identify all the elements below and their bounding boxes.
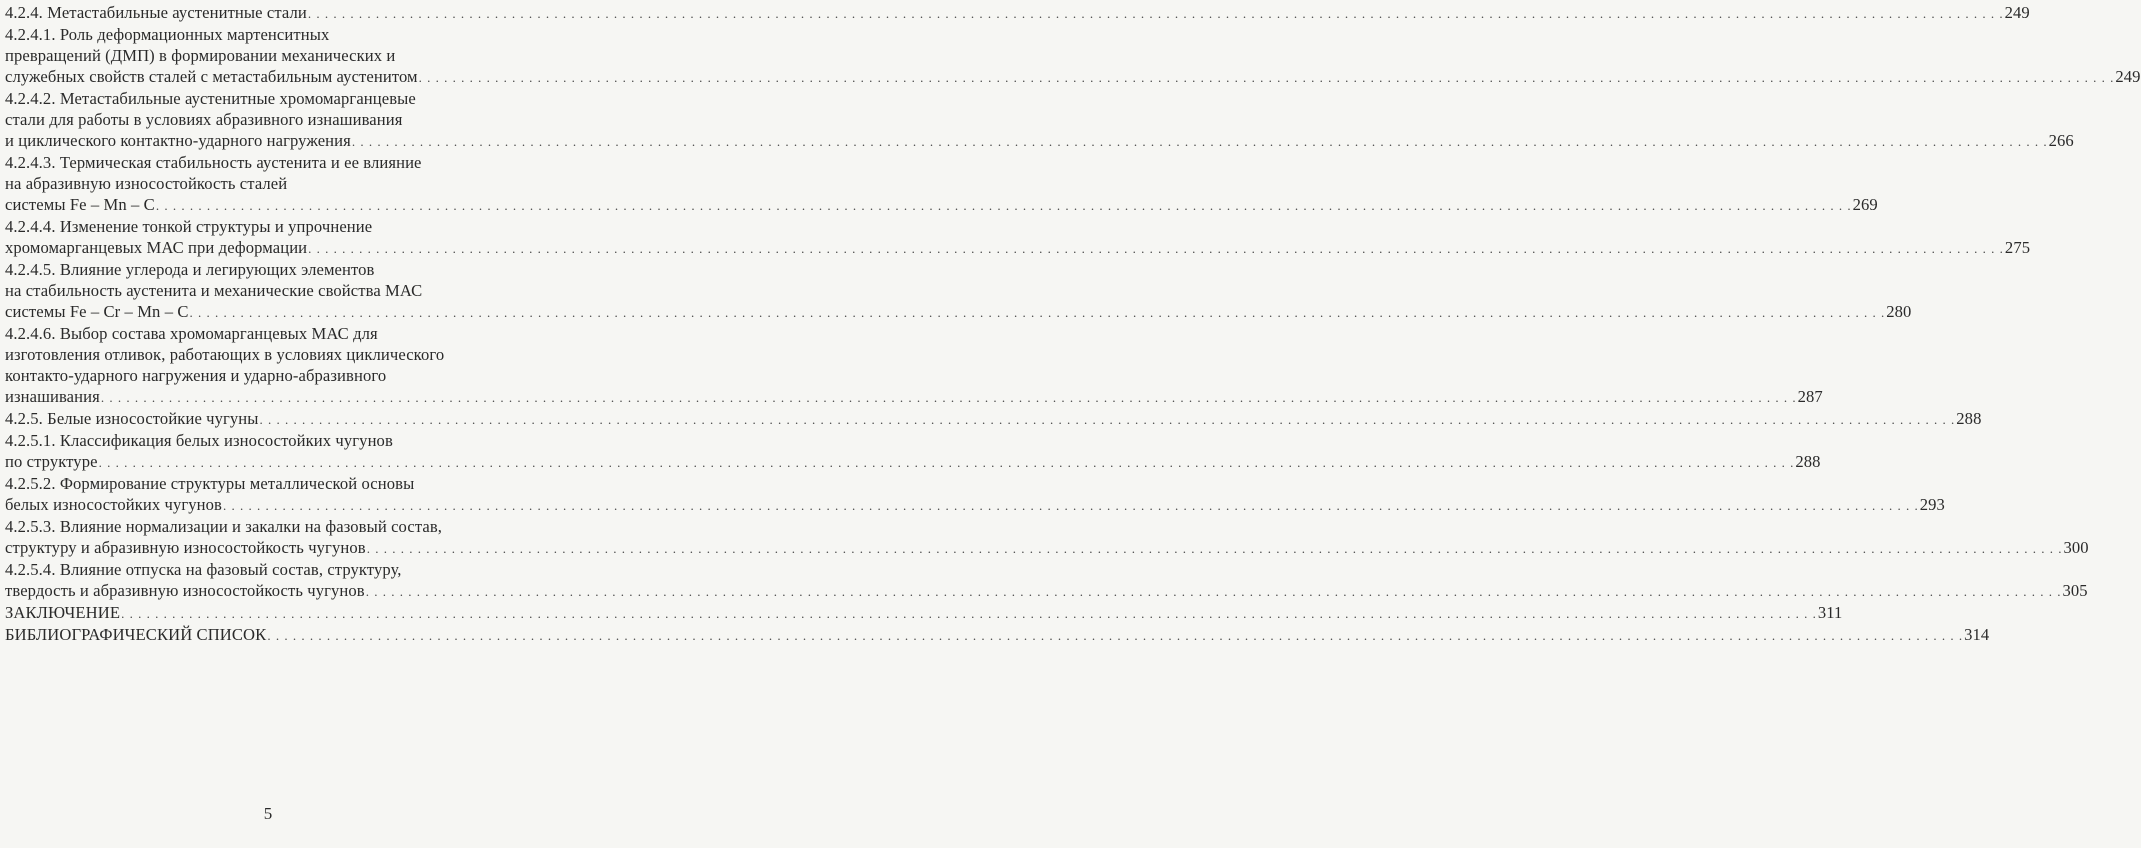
toc-entry-title: белых износостойких чугунов [5,495,222,514]
toc-entry-last-line [5,580,2088,602]
toc-entry-last-line [5,451,1821,473]
toc-entry-title: системы Fe – Cr – Mn – C [5,302,189,321]
toc-entry [5,516,2089,559]
toc-entry-last-line [5,624,1990,646]
toc-entry-line: контакто-ударного нагружения и ударно-абразивного [5,366,387,385]
dot-leader: . . . . . . . . . . . . . . . . . . . . . . . . . . . . . . . . . . . . . . . . . . . . . . . . . . . . . . . . . . . . . . . . . . . . . . . . . . . . . . . . . . . . . . . . . . . . . . . . . . . . . . . . . . . . . . . . . . . . . . . . . . . . . . . . . . . . . . . . . . . . . . . . . . . . . . . . . . . . . . . . . . . . . . . . . . . . . . . . . . . . . . . . . . . . . . . . . . . . . . . . [366,541,2063,556]
toc-entry-last-line [5,494,1945,516]
toc-page-number: 288 [1956,409,1982,428]
toc-entry-line: на абразивную износостойкость сталей [5,174,288,193]
dot-leader: . . . . . . . . . . . . . . . . . . . . . . . . . . . . . . . . . . . . . . . . . . . . . . . . . . . . . . . . . . . . . . . . . . . . . . . . . . . . . . . . . . . . . . . . . . . . . . . . . . . . . . . . . . . . . . . . . . . . . . . . . . . . . . . . . . . . . . . . . . . . . . . . . . . . . . . . . . . . . . . . . . . . . . . . . . . . . . . . . . . . . . . . . . . . . . . . . . . . . . . . [100,390,1797,405]
toc-entry-line: 4.2.4.5. Влияние углерода и легирующих элементов [5,260,375,279]
toc-entry [5,259,1912,323]
toc-entry-line: 4.2.5.4. Влияние отпуска на фазовый состав, структуру, [5,560,402,579]
toc-entry-last-line [5,537,2089,559]
toc-page-number: 280 [1886,302,1912,321]
toc-page-number: 275 [2004,238,2031,257]
toc-entry-title: и циклического контактно-ударного нагружения [5,131,351,150]
toc-page-number: 269 [1852,195,1878,214]
dot-leader: . . . . . . . . . . . . . . . . . . . . . . . . . . . . . . . . . . . . . . . . . . . . . . . . . . . . . . . . . . . . . . . . . . . . . . . . . . . . . . . . . . . . . . . . . . . . . . . . . . . . . . . . . . . . . . . . . . . . . . . . . . . . . . . . . . . . . . . . . . . . . . . . . . . . . . . . . . . . . . . . . . . . . . . . . . . . . . . . . . . . . . . . . . . . . . . . . . . . . . . . [98,455,1795,470]
dot-leader: . . . . . . . . . . . . . . . . . . . . . . . . . . . . . . . . . . . . . . . . . . . . . . . . . . . . . . . . . . . . . . . . . . . . . . . . . . . . . . . . . . . . . . . . . . . . . . . . . . . . . . . . . . . . . . . . . . . . . . . . . . . . . . . . . . . . . . . . . . . . . . . . . . . . . . . . . . . . . . . . . . . . . . . . . . . . . . . . . . . . . . . . . . . . . . . . . . . . . . . . [267,628,1964,643]
toc-entry-last-line [5,130,2074,152]
toc-entry-title: хромомарганцевых МАС при деформации [5,238,308,257]
dot-leader: . . . . . . . . . . . . . . . . . . . . . . . . . . . . . . . . . . . . . . . . . . . . . . . . . . . . . . . . . . . . . . . . . . . . . . . . . . . . . . . . . . . . . . . . . . . . . . . . . . . . . . . . . . . . . . . . . . . . . . . . . . . . . . . . . . . . . . . . . . . . . . . . . . . . . . . . . . . . . . . . . . . . . . . . . . . . . . . . . . . . . . . . . . . . . . . . . . . . . . . . [223,498,1919,513]
toc-page-number: 311 [1817,603,1843,622]
toc-page-number: 287 [1797,387,1823,406]
toc-entry-title: ЗАКЛЮЧЕНИЕ [5,603,121,622]
toc-entry-line: 4.2.4.6. Выбор состава хромомарганцевых МАС для [5,324,378,343]
toc-entry-title: твердость и абразивную износостойкость чугунов [5,581,365,600]
dot-leader: . . . . . . . . . . . . . . . . . . . . . . . . . . . . . . . . . . . . . . . . . . . . . . . . . . . . . . . . . . . . . . . . . . . . . . . . . . . . . . . . . . . . . . . . . . . . . . . . . . . . . . . . . . . . . . . . . . . . . . . . . . . . . . . . . . . . . . . . . . . . . . . . . . . . . . . . . . . . . . . . . . . . . . . . . . . . . . . . . . . . . . . . . . . . . . . . . . . . . . . . [365,584,2062,599]
dot-leader: . . . . . . . . . . . . . . . . . . . . . . . . . . . . . . . . . . . . . . . . . . . . . . . . . . . . . . . . . . . . . . . . . . . . . . . . . . . . . . . . . . . . . . . . . . . . . . . . . . . . . . . . . . . . . . . . . . . . . . . . . . . . . . . . . . . . . . . . . . . . . . . . . . . . . . . . . . . . . . . . . . . . . . . . . . . . . . . . . . . . . . . . . . . . . . . . . . . . . . . . [308,241,2004,256]
toc-entry [5,602,1843,624]
toc-entry [5,24,2141,88]
toc-entry [5,152,1878,216]
toc-entry [5,473,1945,516]
toc-entry-title: системы Fe – Mn – C [5,195,155,214]
table-of-contents [5,2,2141,646]
toc-entry-line: 4.2.4.2. Метастабильные аустенитные хромомарганцевые [5,89,416,108]
toc-entry-line: на стабильность аустенита и механические свойства МАС [5,281,423,300]
toc-page-number: 300 [2063,538,2089,557]
toc-entry-last-line [5,386,1823,408]
toc-entry-title: структуру и абразивную износостойкость чугунов [5,538,366,557]
toc-entry [5,559,2088,602]
toc-entry-line: 4.2.4.3. Термическая стабильность аустенита и ее влияние [5,153,422,172]
toc-entry-last-line [5,408,1982,430]
toc-entry-line: 4.2.5.3. Влияние нормализации и закалки на фазовый состав, [5,517,443,536]
toc-entry-last-line [5,602,1843,624]
toc-entry-line: изготовления отливок, работающих в условиях циклического [5,345,445,364]
toc-entry-last-line [5,237,2031,259]
toc-entry-title: изнашивания [5,387,100,406]
toc-page-number: 266 [2048,131,2074,150]
dot-leader: . . . . . . . . . . . . . . . . . . . . . . . . . . . . . . . . . . . . . . . . . . . . . . . . . . . . . . . . . . . . . . . . . . . . . . . . . . . . . . . . . . . . . . . . . . . . . . . . . . . . . . . . . . . . . . . . . . . . . . . . . . . . . . . . . . . . . . . . . . . . . . . . . . . . . . . . . . . . . . . . . . . . . . . . . . . . . . . . . . . . . . . . . . . . . . . . . . . . . . . . [121,606,1817,621]
toc-entry-last-line [5,194,1878,216]
toc-entry-last-line [5,2,2030,24]
toc-entry-line: 4.2.4.4. Изменение тонкой структуры и упрочнение [5,217,373,236]
dot-leader: . . . . . . . . . . . . . . . . . . . . . . . . . . . . . . . . . . . . . . . . . . . . . . . . . . . . . . . . . . . . . . . . . . . . . . . . . . . . . . . . . . . . . . . . . . . . . . . . . . . . . . . . . . . . . . . . . . . . . . . . . . . . . . . . . . . . . . . . . . . . . . . . . . . . . . . . . . . . . . . . . . . . . . . . . . . . . . . . . . . . . . . . . . . . . . . . . . . . . . . . [189,305,1886,320]
dot-leader: . . . . . . . . . . . . . . . . . . . . . . . . . . . . . . . . . . . . . . . . . . . . . . . . . . . . . . . . . . . . . . . . . . . . . . . . . . . . . . . . . . . . . . . . . . . . . . . . . . . . . . . . . . . . . . . . . . . . . . . . . . . . . . . . . . . . . . . . . . . . . . . . . . . . . . . . . . . . . . . . . . . . . . . . . . . . . . . . . . . . . . . . . . . . . . . . . . . . . . . . [418,70,2115,85]
toc-entry [5,408,1982,430]
toc-entry-last-line [5,301,1912,323]
dot-leader: . . . . . . . . . . . . . . . . . . . . . . . . . . . . . . . . . . . . . . . . . . . . . . . . . . . . . . . . . . . . . . . . . . . . . . . . . . . . . . . . . . . . . . . . . . . . . . . . . . . . . . . . . . . . . . . . . . . . . . . . . . . . . . . . . . . . . . . . . . . . . . . . . . . . . . . . . . . . . . . . . . . . . . . . . . . . . . . . . . . . . . . . . . . . . . . . . . . . . . . . [259,412,1956,427]
toc-entry-last-line [5,66,2141,88]
toc-page-number: 288 [1795,452,1821,471]
dot-leader: . . . . . . . . . . . . . . . . . . . . . . . . . . . . . . . . . . . . . . . . . . . . . . . . . . . . . . . . . . . . . . . . . . . . . . . . . . . . . . . . . . . . . . . . . . . . . . . . . . . . . . . . . . . . . . . . . . . . . . . . . . . . . . . . . . . . . . . . . . . . . . . . . . . . . . . . . . . . . . . . . . . . . . . . . . . . . . . . . . . . . . . . . . . . . . . . . . . . . . . . [307,6,2004,21]
dot-leader: . . . . . . . . . . . . . . . . . . . . . . . . . . . . . . . . . . . . . . . . . . . . . . . . . . . . . . . . . . . . . . . . . . . . . . . . . . . . . . . . . . . . . . . . . . . . . . . . . . . . . . . . . . . . . . . . . . . . . . . . . . . . . . . . . . . . . . . . . . . . . . . . . . . . . . . . . . . . . . . . . . . . . . . . . . . . . . . . . . . . . . . . . . . . . . . . . . . . . . . . [155,198,1852,213]
toc-entry-title: по структуре [5,452,98,471]
toc-entry-title: 4.2.5. Белые износостойкие чугуны [5,409,259,428]
toc-entry [5,216,2031,259]
toc-entry [5,323,1823,408]
toc-page-number: 314 [1964,625,1990,644]
toc-entry-line: стали для работы в условиях абразивного изнашивания [5,110,403,129]
dot-leader: . . . . . . . . . . . . . . . . . . . . . . . . . . . . . . . . . . . . . . . . . . . . . . . . . . . . . . . . . . . . . . . . . . . . . . . . . . . . . . . . . . . . . . . . . . . . . . . . . . . . . . . . . . . . . . . . . . . . . . . . . . . . . . . . . . . . . . . . . . . . . . . . . . . . . . . . . . . . . . . . . . . . . . . . . . . . . . . . . . . . . . . . . . . . . . . . . . . . . . . . [351,134,2048,149]
toc-entry [5,624,1990,646]
toc-page-number: 293 [1919,495,1945,514]
toc-page-number: 305 [2062,581,2088,600]
toc-entry-title: служебных свойств сталей с метастабильным аустенитом [5,67,418,86]
toc-page-number: 249 [2004,3,2030,22]
toc-entry [5,430,1821,473]
toc-entry-line: 4.2.5.2. Формирование структуры металлической основы [5,474,415,493]
toc-entry [5,2,2030,24]
toc-page-number: 249 [2115,67,2141,86]
toc-entry-line: превращений (ДМП) в формировании механических и [5,46,396,65]
toc-entry-line: 4.2.5.1. Классификация белых износостойких чугунов [5,431,393,450]
page-number: 5 [263,804,273,823]
toc-entry [5,88,2074,152]
toc-entry-title: 4.2.4. Метастабильные аустенитные стали [5,3,307,22]
toc-entry-title: БИБЛИОГРАФИЧЕСКИЙ СПИСОК [5,625,267,644]
toc-entry-line: 4.2.4.1. Роль деформационных мартенситных [5,25,330,44]
